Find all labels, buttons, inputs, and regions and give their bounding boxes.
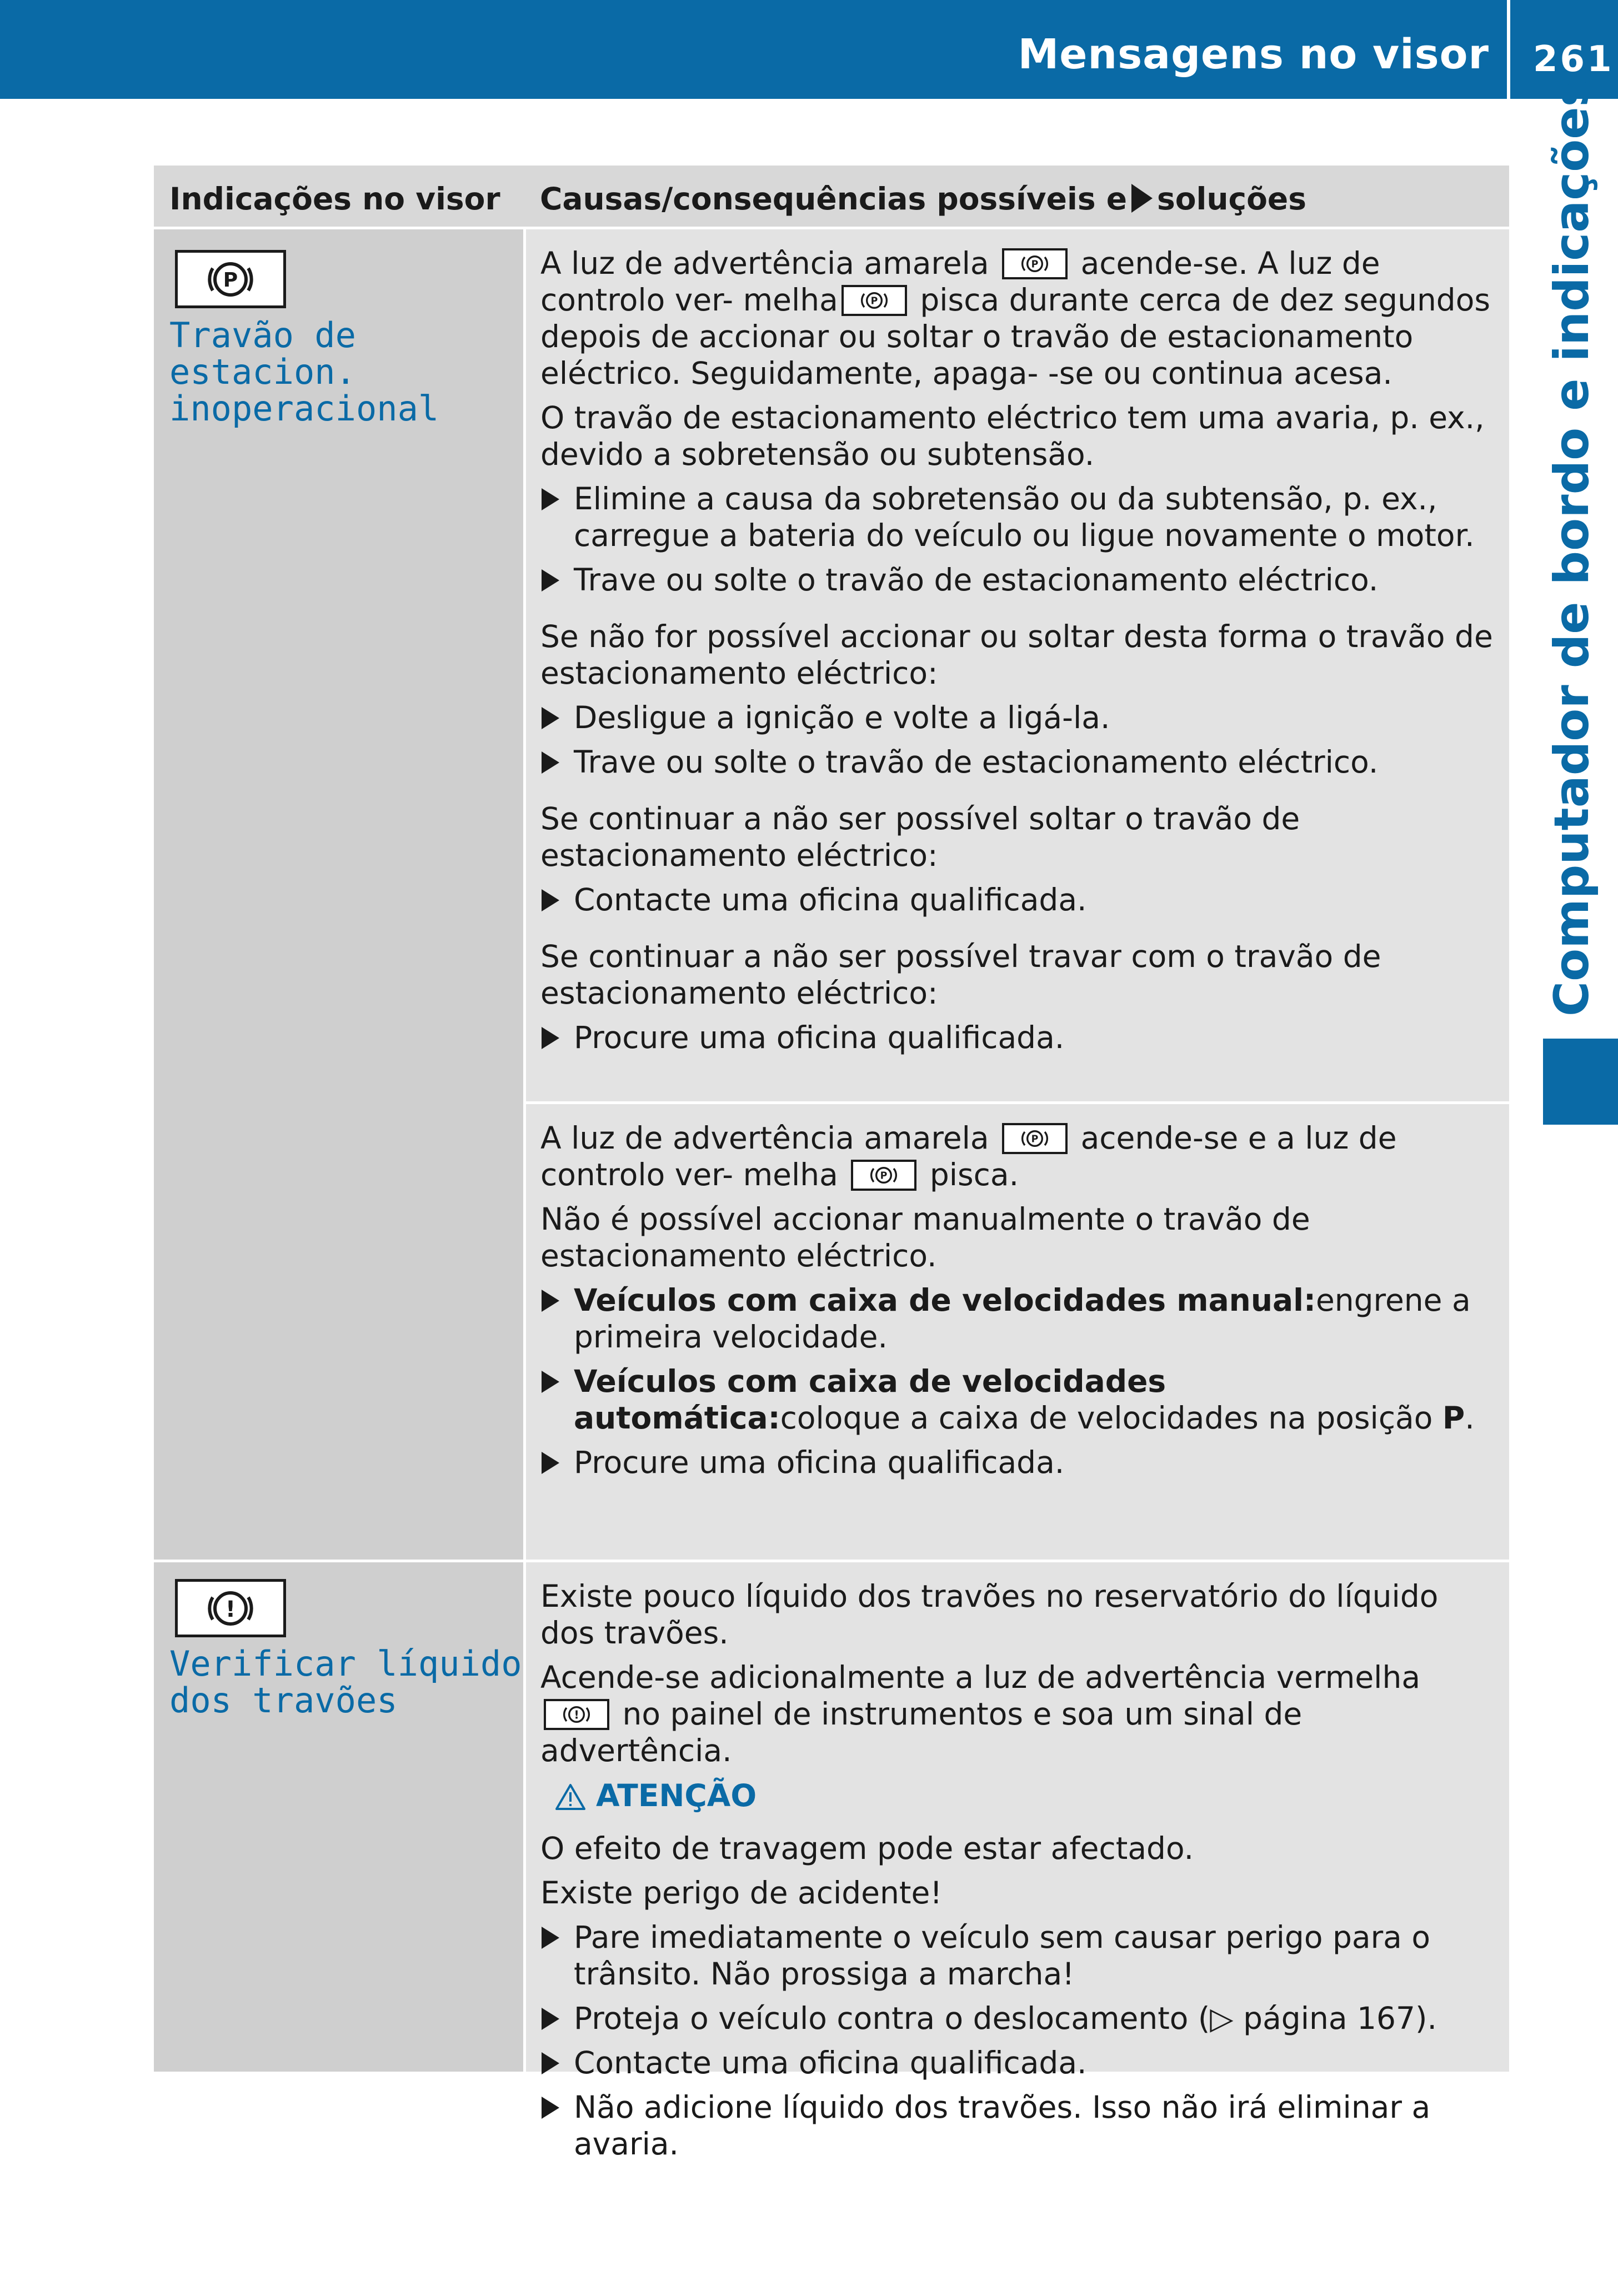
text: Procure uma oficina qualificada.	[574, 1445, 1065, 1480]
header-divider	[1507, 0, 1510, 99]
text: pisca.	[929, 1157, 1019, 1192]
display-message-brake-fluid	[169, 1643, 522, 1721]
row-brake-fluid-display	[154, 1562, 523, 2072]
row-parking-brake-display	[154, 229, 523, 1560]
paragraph: Não é possível accionar manualmente o travão de estacionamento eléctrico.	[540, 1201, 1310, 1274]
paragraph	[540, 1120, 1495, 1193]
page-number: 261	[1533, 39, 1614, 80]
instruction-item	[540, 2000, 1495, 2037]
text: Trave ou solte o travão de estacionamento eléctrico.	[574, 562, 1379, 598]
text: A luz de advertência amarela	[540, 1120, 989, 1156]
column-header-causes	[540, 181, 1306, 217]
column-header-display: Indicações no visor	[169, 181, 500, 217]
text: no painel de instrumentos e soa um sinal de advertência.	[540, 1696, 1303, 1768]
instruction-item	[540, 2044, 1495, 2081]
instruction-item	[540, 480, 1495, 554]
brake-warning-icon	[544, 1699, 609, 1730]
text: engrene a primeira velocidade.	[574, 1282, 1471, 1355]
action-arrow-icon	[542, 1371, 559, 1393]
page-reference-link[interactable]: Proteja o veículo contra o deslocamento (▷ página 167).	[574, 2001, 1437, 2036]
text: Contacte uma oficina qualificada.	[574, 2045, 1087, 2081]
display-message-parking-brake	[169, 317, 523, 427]
display-message-line: Verificar líquido	[169, 1643, 522, 1684]
text: Não adicione líquido dos travões. Isso não irá eliminar a avaria.	[574, 2089, 1431, 2162]
paragraph: Existe pouco líquido dos travões no reservatório do líquido dos travões.	[540, 1578, 1439, 1651]
instruction-item	[540, 1282, 1495, 1355]
text: ou soltar o travão de estacionamento eléctrico. Seguidamente, apaga-	[540, 319, 1414, 391]
section-tab-marker	[1543, 1039, 1618, 1125]
paragraph: O travão de estacionamento eléctrico tem uma avaria, p. ex., devido a sobretensão ou subtensão.	[540, 400, 1485, 472]
action-arrow-icon	[542, 1452, 559, 1474]
action-arrow-icon	[542, 488, 559, 510]
text: Acende-se adicionalmente a luz de advertência vermelha	[540, 1660, 1421, 1695]
paragraph: Se continuar a não ser possível travar com o travão de estacionamento eléctrico:	[540, 939, 1381, 1011]
text: Procure uma oficina qualificada.	[574, 1020, 1065, 1055]
text: melha	[743, 282, 838, 318]
page-title: Mensagens no visor	[1018, 31, 1489, 78]
action-arrow-icon	[542, 2097, 559, 2119]
instruction-item	[540, 1019, 1495, 1056]
paragraph: Se continuar a não ser possível soltar o travão de estacionamento eléctrico:	[540, 801, 1300, 873]
action-arrow-icon	[542, 1027, 559, 1049]
svg-text:P: P	[223, 268, 238, 292]
column-header-solutions-text: soluções	[1157, 181, 1306, 217]
instruction-item	[540, 1444, 1495, 1481]
instruction-item	[540, 744, 1495, 780]
instruction-item	[540, 562, 1495, 598]
paragraph	[540, 1659, 1495, 1769]
svg-text:P: P	[1031, 1134, 1039, 1145]
text: acende-se. A luz de controlo ver-	[540, 245, 1380, 318]
paragraph	[540, 245, 1495, 392]
row-parking-brake-cause-1	[526, 229, 1509, 1101]
parking-brake-icon	[1002, 248, 1068, 279]
action-arrow-icon	[542, 1290, 559, 1312]
row-parking-brake-cause-2	[526, 1104, 1509, 1560]
instruction-item	[540, 2089, 1495, 2162]
gear-position: P	[1442, 1400, 1465, 1436]
warning-heading	[555, 1778, 1495, 1813]
bold-text: Veículos com caixa de velocidades automática:	[574, 1363, 1166, 1436]
display-messages-table	[154, 166, 1509, 2162]
text: coloque a caixa de velocidades na posição	[780, 1400, 1433, 1436]
text: Contacte uma oficina qualificada.	[574, 882, 1087, 918]
instruction-item	[540, 881, 1495, 918]
text: .	[1465, 1400, 1475, 1436]
action-arrow-icon	[542, 751, 559, 774]
svg-text:!: !	[574, 1708, 579, 1722]
text: pisca durante cerca de dez segundos depois de accionar	[540, 282, 1491, 354]
row-brake-fluid-cause	[526, 1562, 1509, 2162]
text: Desligue a ignição e volte a ligá-la.	[574, 700, 1110, 735]
text: Trave ou solte o travão de estacionamento eléctrico.	[574, 744, 1379, 780]
svg-text:!: !	[225, 1596, 236, 1622]
action-arrow-icon	[542, 707, 559, 729]
display-message-line: dos travões	[169, 1680, 398, 1721]
table-header	[154, 166, 1509, 227]
svg-text:P: P	[1031, 259, 1039, 270]
display-message-line: inoperacional	[169, 388, 439, 429]
action-arrow-icon	[542, 569, 559, 591]
instruction-item	[540, 1919, 1495, 1992]
instruction-item	[540, 699, 1495, 736]
action-arrow-icon	[542, 2008, 559, 2030]
instruction-item	[540, 1363, 1495, 1436]
action-arrow-icon	[1131, 184, 1153, 213]
text: melha	[743, 1157, 838, 1192]
paragraph: Existe perigo de acidente!	[540, 1875, 943, 1911]
parking-brake-icon	[841, 285, 907, 316]
svg-text:P: P	[880, 1170, 888, 1182]
warning-triangle-icon	[555, 1783, 586, 1811]
parking-brake-icon	[851, 1160, 916, 1191]
text: -se ou continua acesa.	[1048, 355, 1392, 391]
section-side-tab: Computador de bordo e indicações	[1544, 78, 1600, 1016]
action-arrow-icon	[542, 2052, 559, 2074]
parking-brake-warning-icon	[175, 250, 286, 308]
brake-warning-icon	[175, 1579, 286, 1637]
text: Elimine a causa da sobretensão ou da subtensão, p. ex., carregue a bateria do veículo ou ligue novamente o motor.	[574, 481, 1475, 553]
svg-text:P: P	[870, 295, 878, 307]
action-arrow-icon	[542, 889, 559, 911]
warning-label: ATENÇÃO	[596, 1778, 757, 1813]
column-header-causes-text: Causas/consequências possíveis e	[540, 181, 1128, 217]
paragraph: Se não for possível accionar ou soltar desta forma o travão de estacionamento eléctrico:	[540, 619, 1493, 691]
bold-text: Veículos com caixa de velocidades manual:	[574, 1282, 1316, 1318]
text: A luz de advertência amarela	[540, 245, 989, 281]
paragraph: O efeito de travagem pode estar afectado.	[540, 1831, 1194, 1866]
text: acende-se e a luz de controlo ver-	[540, 1120, 1397, 1192]
text: Pare imediatamente o veículo sem causar perigo para o trânsito. Não prossiga a marcha!	[574, 1919, 1431, 1992]
action-arrow-icon	[542, 1927, 559, 1949]
display-message-line: Travão de estacion.	[169, 315, 356, 392]
parking-brake-icon	[1002, 1123, 1068, 1154]
